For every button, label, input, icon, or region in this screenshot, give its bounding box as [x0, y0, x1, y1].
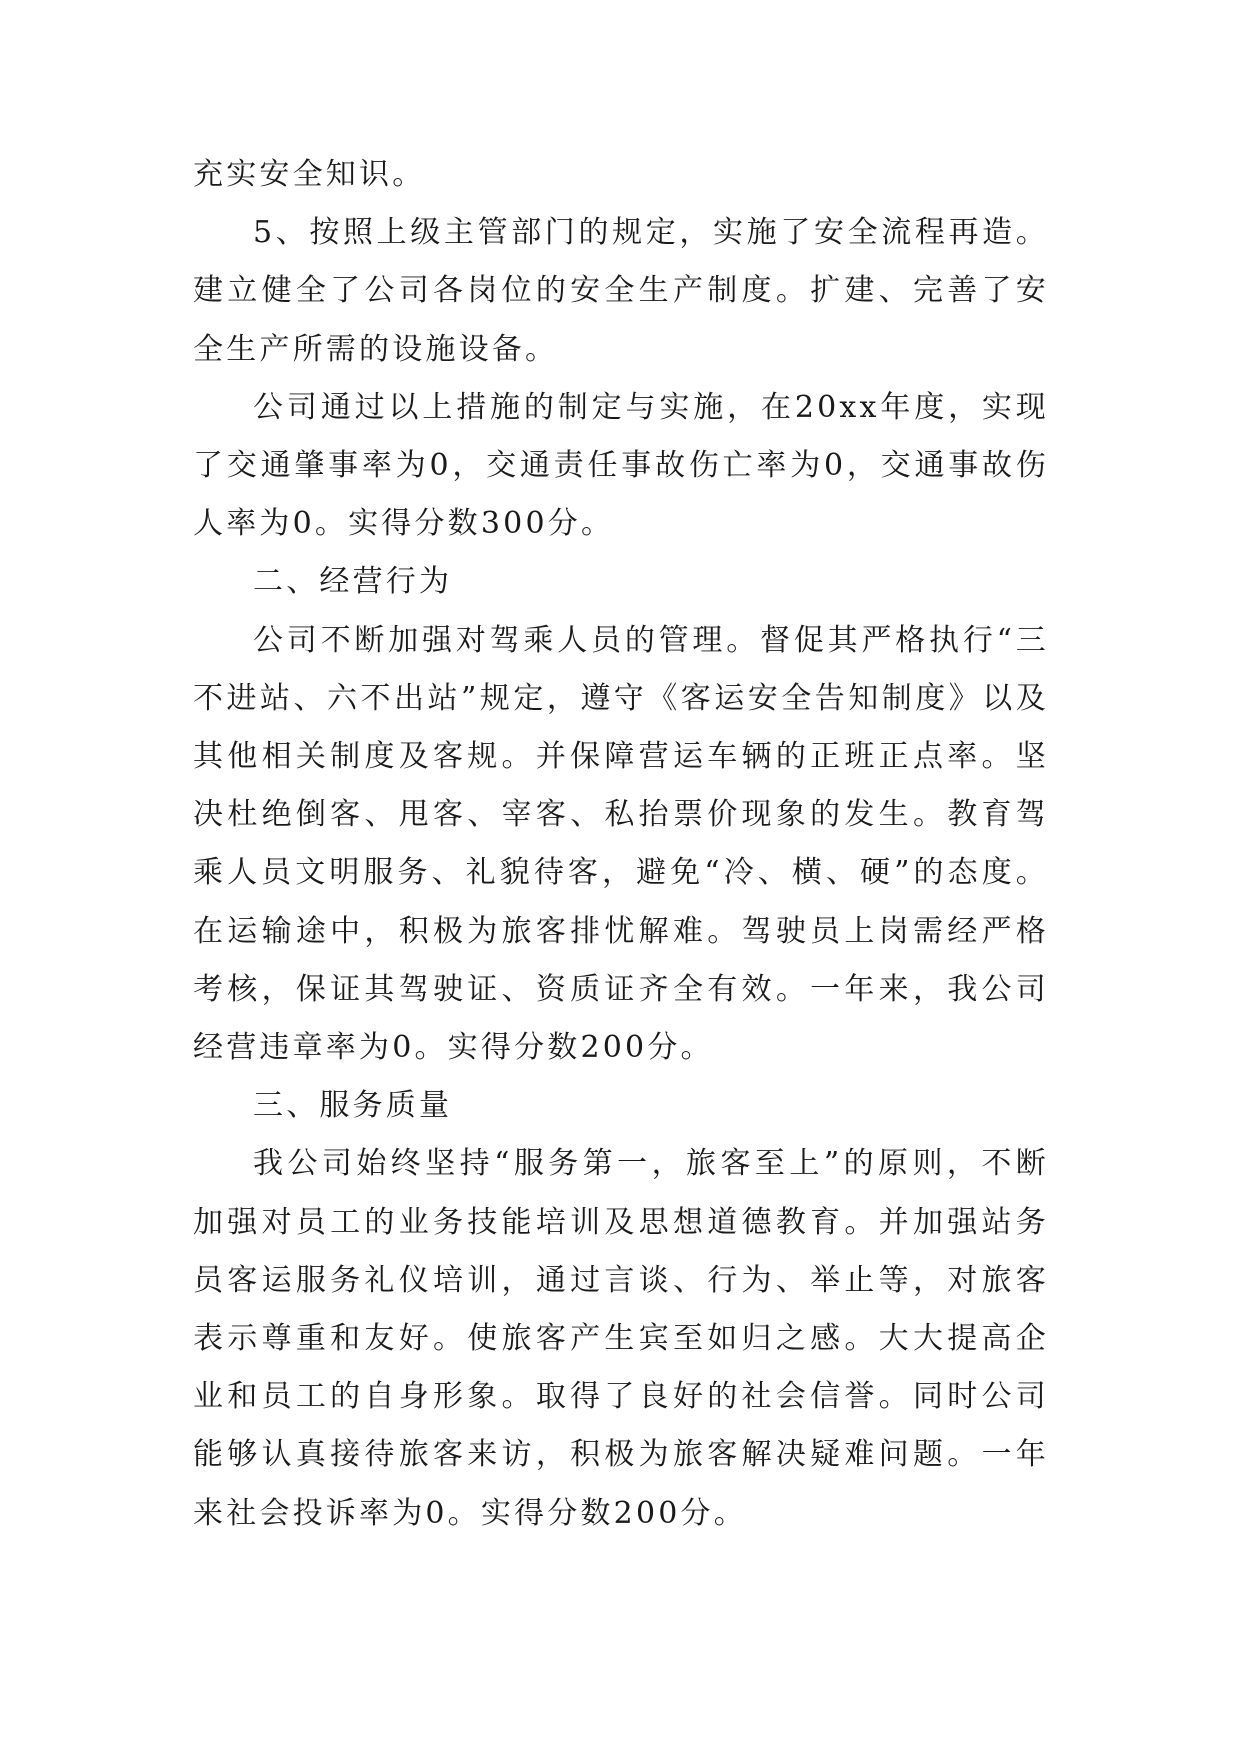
section-heading-service-quality: 三、服务质量: [253, 1088, 453, 1124]
paragraph-continued: 充实安全知识。: [193, 157, 426, 192]
section-heading-business-conduct: 二、经营行为: [253, 564, 453, 600]
paragraph-safety-process: 5、按照上级主管部门的规定，实施了安全流程再造。建立健全了公司各岗位的安全生产制度。扩建、完善了安全生产所需的设施设备。: [193, 215, 1049, 367]
paragraph-service-quality: 我公司始终坚持“服务第一，旅客至上”的原则，不断加强对员工的业务技能培训及思想道德教育。并加强站务员客运服务礼仪培训，通过言谈、行为、举止等，对旅客表示尊重和友好。使旅客产生宾至如归之感。大大提高企业和员工的自身形象。取得了良好的社会信誉。同时公司能够认真接待旅客来访，积极为旅客解决疑难问题。一年来社会投诉率为0。实得分数200分。: [193, 1146, 1049, 1531]
paragraph-business-conduct: 公司不断加强对驾乘人员的管理。督促其严格执行“三不进站、六不出站”规定，遵守《客运安全告知制度》以及其他相关制度及客规。并保障营运车辆的正班正点率。坚决杜绝倒客、甩客、宰客、私抬票价现象的发生。教育驾乘人员文明服务、礼貌待客，避免“冷、横、硬”的态度。在运输途中，积极为旅客排忧解难。驾驶员上岗需经严格考核，保证其驾驶证、资质证齐全有效。一年来，我公司经营违章率为0。实得分数200分。: [193, 622, 1049, 1066]
paragraph-safety-results: 公司通过以上措施的制定与实施，在20xx年度，实现了交通肇事率为0，交通责任事故伤亡率为0，交通事故伤人率为0。实得分数300分。: [193, 389, 1049, 542]
document-body: [193, 146, 1049, 1543]
